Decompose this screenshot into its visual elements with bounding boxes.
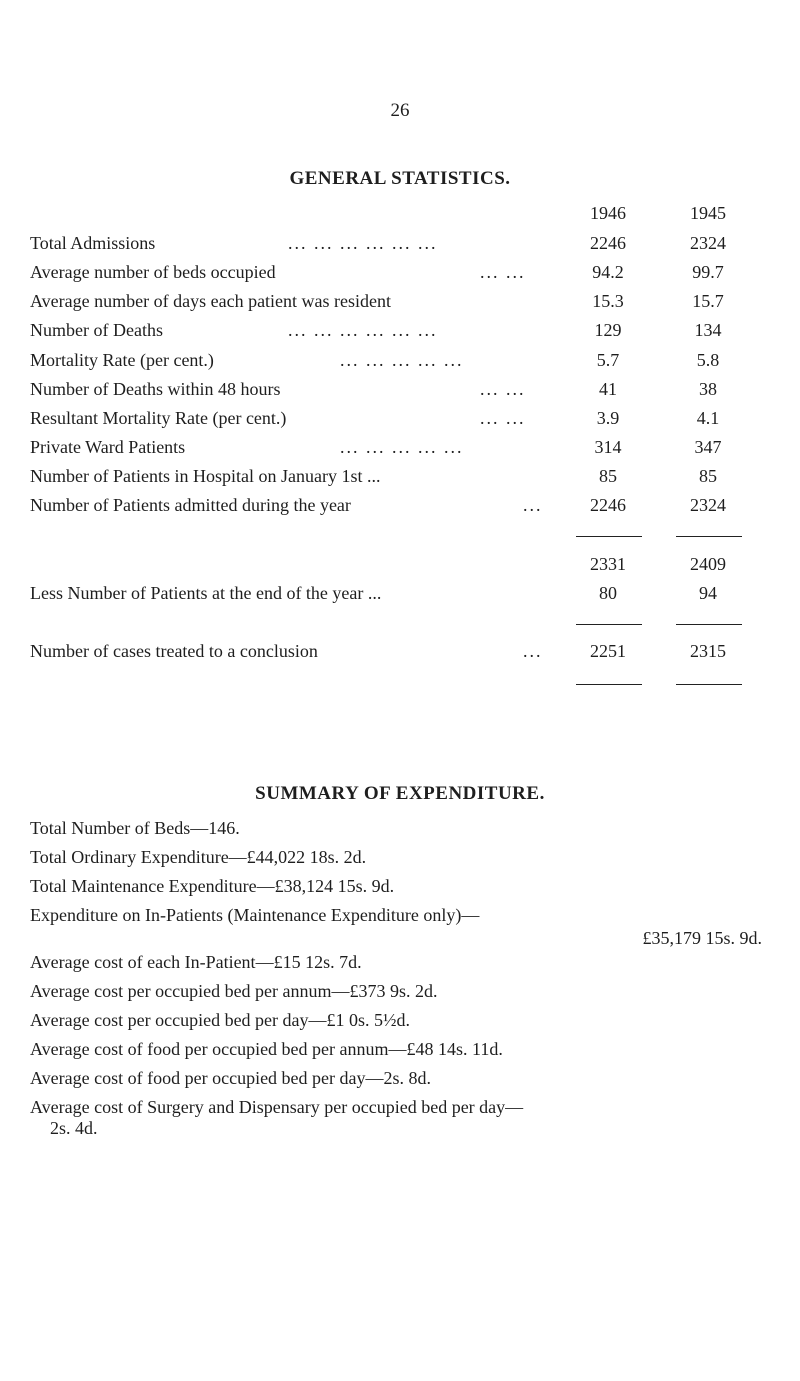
stat-row-deaths-48-hours [0,377,800,401]
year-header-row [0,201,800,225]
stat-label: Mortality Rate (per cent.) [30,350,214,370]
subtotal-row [0,552,800,576]
subtotal-value-1946: 2331 [590,554,626,574]
stat-value-1946: 41 [599,379,617,399]
stat-row-cases-concluded [0,639,800,663]
stat-row-patients-january [0,464,800,488]
stat-value-1945: 94 [699,583,717,603]
stat-value-1945: 2324 [690,233,726,253]
stat-value-1946: 2251 [590,641,626,661]
stat-label: Less Number of Patients at the end of the year ... [30,583,382,603]
stat-dots: ... ... ... ... ... ... [288,233,438,253]
stat-dots: ... ... ... ... ... ... [288,320,438,340]
stat-value-1946: 129 [594,320,622,340]
summary-line-bed-day: Average cost per occupied bed per day—£1 0s. 5½d. [30,1010,411,1030]
summary-line-maintenance: Total Maintenance Expenditure—£38,124 15s. 9d. [30,876,395,896]
stat-value-1946: 15.3 [592,291,624,311]
stat-value-1945: 347 [694,437,722,457]
stat-value-1945: 15.7 [692,291,724,311]
summary-line-surgery-amount: 2s. 4d. [50,1118,98,1138]
summary-line-ordinary: Total Ordinary Expenditure—£44,022 18s. 2d. [30,847,367,867]
stat-value-1946: 85 [599,466,617,486]
summary-line-inpatients-amount: £35,179 15s. 9d. [642,928,762,948]
stat-row-patients-admitted [0,493,800,517]
summary-line-surgery: Average cost of Surgery and Dispensary per occupied bed per day— [30,1097,524,1117]
stat-dots: ... ... [480,379,526,399]
stat-value-1946: 94.2 [592,262,624,282]
stat-dots: ... ... [480,408,526,428]
stat-row-mortality-rate [0,348,800,372]
stat-label: Private Ward Patients [30,437,186,457]
stat-dots: ... [523,495,543,515]
page-number: 26 [390,100,410,121]
year-1945-header: 1945 [690,203,726,223]
stat-dots: ... ... ... ... ... [340,350,464,370]
summary-line-food-annum: Average cost of food per occupied bed per annum—£48 14s. 11d. [30,1039,503,1059]
subtotal-rule-1945 [676,536,742,537]
stat-row-private-ward [0,435,800,459]
subtotal-rule-1946 [576,536,642,537]
stat-value-1946: 3.9 [596,408,620,428]
general-statistics-title: GENERAL STATISTICS. [289,168,511,189]
final-rule-1946 [576,684,642,685]
stat-value-1945: 99.7 [692,262,724,282]
total-rule-1946 [576,624,642,625]
stat-label: Average number of beds occupied [30,262,276,282]
stat-dots: ... ... ... ... ... [340,437,464,457]
stat-value-1946: 5.7 [596,350,620,370]
stat-label: Number of Patients in Hospital on January 1st ... [30,466,381,486]
stat-label: Resultant Mortality Rate (per cent.) [30,408,287,428]
stat-row-resultant-mortality [0,406,800,430]
stat-value-1945: 2324 [690,495,726,515]
summary-expenditure-title: SUMMARY OF EXPENDITURE. [255,783,545,804]
subtotal-value-1945: 2409 [690,554,726,574]
total-rule-1945 [676,624,742,625]
stat-value-1946: 80 [599,583,617,603]
stat-row-average-days [0,289,800,313]
stat-row-deaths [0,318,800,342]
stat-dots: ... ... [480,262,526,282]
stat-value-1945: 4.1 [696,408,720,428]
stat-label: Number of Deaths within 48 hours [30,379,281,399]
stat-row-patients-end-of-year [0,581,800,605]
stat-value-1946: 314 [594,437,622,457]
stat-value-1946: 2246 [590,495,626,515]
stat-value-1945: 38 [699,379,717,399]
stat-label: Average number of days each patient was resident [30,291,392,311]
stat-value-1945: 85 [699,466,717,486]
stat-value-1946: 2246 [590,233,626,253]
stat-row-average-beds [0,260,800,284]
stat-label: Total Admissions [30,233,156,253]
stat-value-1945: 134 [694,320,722,340]
stat-value-1945: 2315 [690,641,726,661]
year-1946-header: 1946 [590,203,626,223]
stat-row-total-admissions [0,231,800,255]
summary-line-beds: Total Number of Beds—146. [30,818,240,838]
stat-label: Number of cases treated to a conclusion [30,641,318,661]
stat-value-1945: 5.8 [696,350,720,370]
summary-line-bed-annum: Average cost per occupied bed per annum—£373 9s. 2d. [30,981,438,1001]
stat-label: Number of Deaths [30,320,163,340]
summary-line-cost-inpatient: Average cost of each In-Patient—£15 12s. 7d. [30,952,362,972]
stat-label: Number of Patients admitted during the year [30,495,351,515]
final-rule-1945 [676,684,742,685]
stat-dots: ... [523,641,543,661]
summary-line-inpatients: Expenditure on In-Patients (Maintenance Expenditure only)— [30,905,480,925]
summary-line-food-day: Average cost of food per occupied bed per day—2s. 8d. [30,1068,432,1088]
